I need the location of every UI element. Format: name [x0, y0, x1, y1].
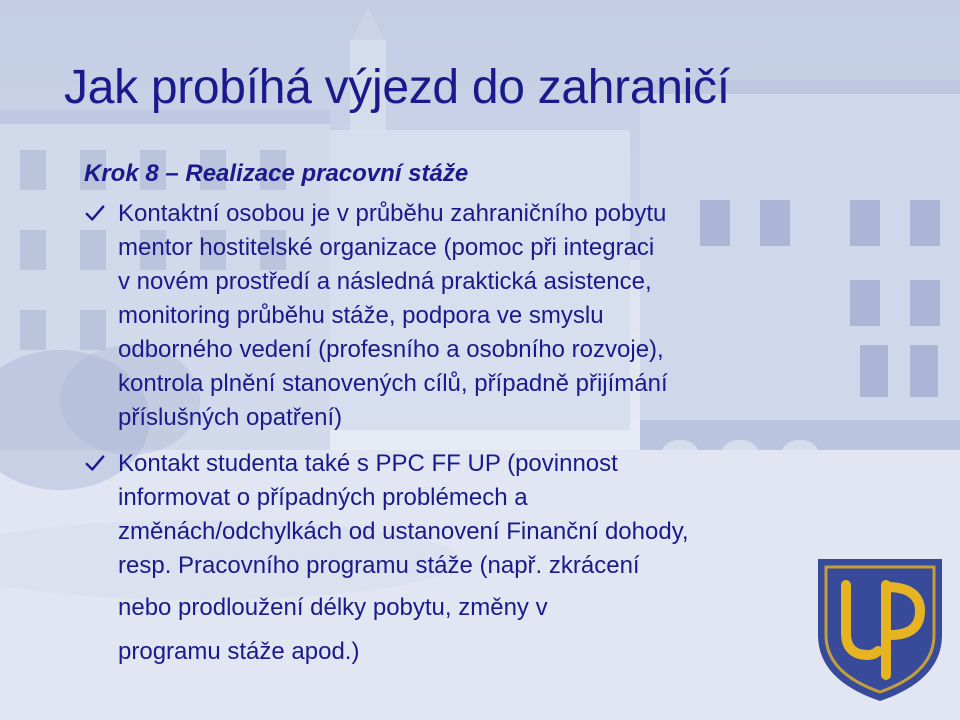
bullet-text-line: mentor hostitelské organizace (pomoc při integraci [118, 234, 655, 261]
bullet-text-line: monitoring průběhu stáže, podpora ve smyslu [118, 302, 604, 329]
up-logo-icon [812, 555, 948, 705]
bullet-text-line: Kontakt studenta také s PPC FF UP (povinnost [118, 450, 618, 477]
check-icon [84, 202, 106, 224]
bullet-text-line: nebo prodloužení délky pobytu, změny v [118, 594, 548, 621]
bullet-text-line: resp. Pracovního programu stáže (např. zkrácení [118, 552, 640, 579]
bullet-text-line: programu stáže apod.) [118, 638, 360, 665]
bullet-text-line: odborného vedení (profesního a osobního rozvoje), [118, 336, 664, 363]
slide-title: Jak probíhá výjezd do zahraničí [64, 61, 730, 114]
bullet-text-line: v novém prostředí a následná praktická asistence, [118, 268, 652, 295]
bullet-text-line: informovat o případných problémech a [118, 484, 528, 511]
bullet-text-line: Kontaktní osobou je v průběhu zahraničního pobytu [118, 200, 667, 227]
bullet-text-line: příslušných opatření) [118, 404, 343, 431]
check-icon [84, 452, 106, 474]
bullet-text-line: změnách/odchylkách od ustanovení Finanční dohody, [118, 518, 689, 545]
bullet-text-line: kontrola plnění stanovených cílů, případně přijímání [118, 370, 668, 397]
slide-subtitle: Krok 8 – Realizace pracovní stáže [84, 160, 469, 187]
